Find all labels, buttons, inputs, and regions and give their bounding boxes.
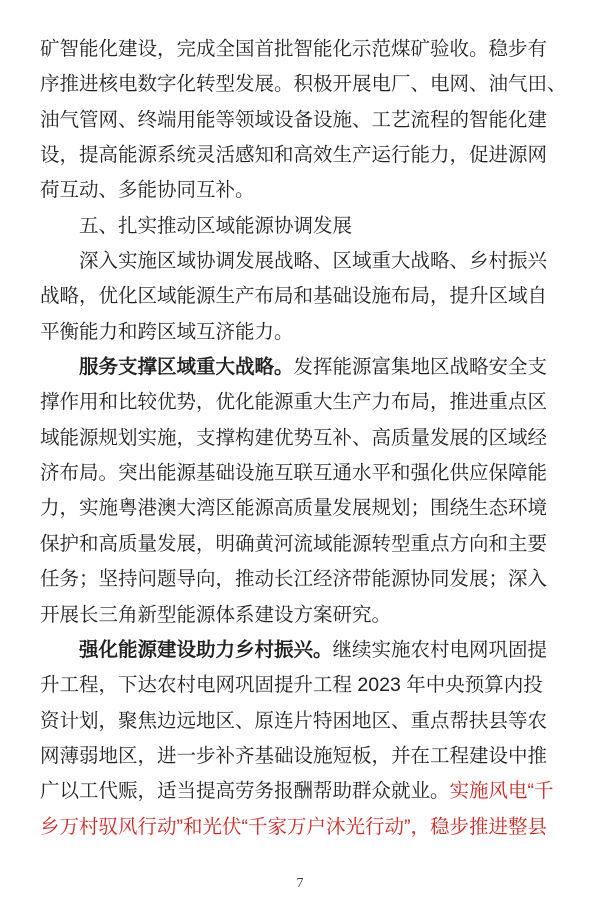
body-text: 升工程，下达农村电网巩固提升工程 2023 年中央预算内投	[40, 674, 543, 697]
body-text: 开展长三角新型能源体系建设方案研究。	[40, 603, 392, 626]
highlighted-red-text: 实施风电“千	[449, 780, 554, 803]
bold-lead-text: 服务支撑区域重大战略。	[79, 356, 294, 379]
body-text: 撑作用和比较优势，优化能源重大生产力布局，推进重点区	[40, 391, 548, 414]
section-heading	[40, 209, 564, 244]
text-line	[40, 173, 564, 208]
page-number: 7	[296, 876, 304, 891]
body-text: 荷互动、多能协同互补。	[40, 179, 255, 202]
page-footer	[0, 874, 600, 892]
body-text: 域能源规划实施，支撑构建优势互补、高质量发展的区域经	[40, 426, 548, 449]
text-line	[40, 138, 564, 173]
text-line	[40, 456, 564, 491]
body-text: 设，提高能源系统灵活感知和高效生产运行能力，促进源网	[40, 144, 548, 167]
body-text: 资计划，聚焦边远地区、原连片特困地区、重点帮扶县等农	[40, 709, 548, 732]
body-text: 济布局。突出能源基础设施互联互通水平和强化供应保障能	[40, 462, 548, 485]
body-text: 五、扎实推动区域能源协调发展	[79, 214, 353, 237]
text-line	[40, 668, 564, 703]
text-line	[40, 32, 564, 67]
text-line	[40, 244, 564, 279]
text-line	[40, 527, 564, 562]
text-line	[40, 739, 564, 774]
text-line	[40, 421, 564, 456]
text-line	[40, 350, 564, 385]
text-line	[40, 562, 564, 597]
body-text: 矿智能化建设，完成全国首批智能化示范煤矿验收。稳步有	[40, 38, 548, 60]
body-text: 网薄弱地区，进一步补齐基础设施短板，并在工程建设中推	[40, 744, 548, 767]
text-line	[40, 67, 567, 102]
text-line	[40, 598, 564, 633]
body-text: 保护和高质量发展，明确黄河流域能源转型重点方向和主要	[40, 532, 548, 555]
body-text: 序推进核电数字化转型发展。积极开展电厂、电网、油气田、	[40, 73, 567, 96]
text-line	[40, 704, 564, 739]
body-text: 力，实施粤港澳大湾区能源高质量发展规划；围绕生态环境	[40, 497, 548, 520]
body-text: 油气管网、终端用能等领域设备设施、工艺流程的智能化建	[40, 108, 548, 131]
body-text: 广以工代赈，适当提高劳务报酬帮助群众就业。	[40, 780, 450, 803]
text-line	[40, 385, 564, 420]
text-line	[40, 315, 564, 350]
body-text: 深入实施区域协调发展战略、区域重大战略、乡村振兴	[79, 250, 548, 273]
text-line	[40, 810, 564, 845]
text-line	[40, 774, 564, 809]
body-text: 平衡能力和跨区域互济能力。	[40, 320, 294, 343]
bold-lead-text: 强化能源建设助力乡村振兴。	[79, 638, 333, 661]
highlighted-red-text: 乡万村驭风行动”和光伏“千家万户沐光行动”，稳步推进整县	[40, 815, 547, 838]
text-line	[40, 279, 564, 314]
text-line	[40, 103, 564, 138]
body-text: 任务；坚持问题导向，推动长江经济带能源协同发展；深入	[40, 568, 548, 591]
body-text: 战略，优化区域能源生产布局和基础设施布局，提升区域自	[40, 285, 548, 308]
text-line	[40, 633, 564, 668]
body-text: 继续实施农村电网巩固提	[332, 638, 548, 661]
text-block	[40, 32, 567, 845]
body-text: 发挥能源富集地区战略安全支	[293, 356, 548, 379]
text-line	[40, 491, 564, 526]
